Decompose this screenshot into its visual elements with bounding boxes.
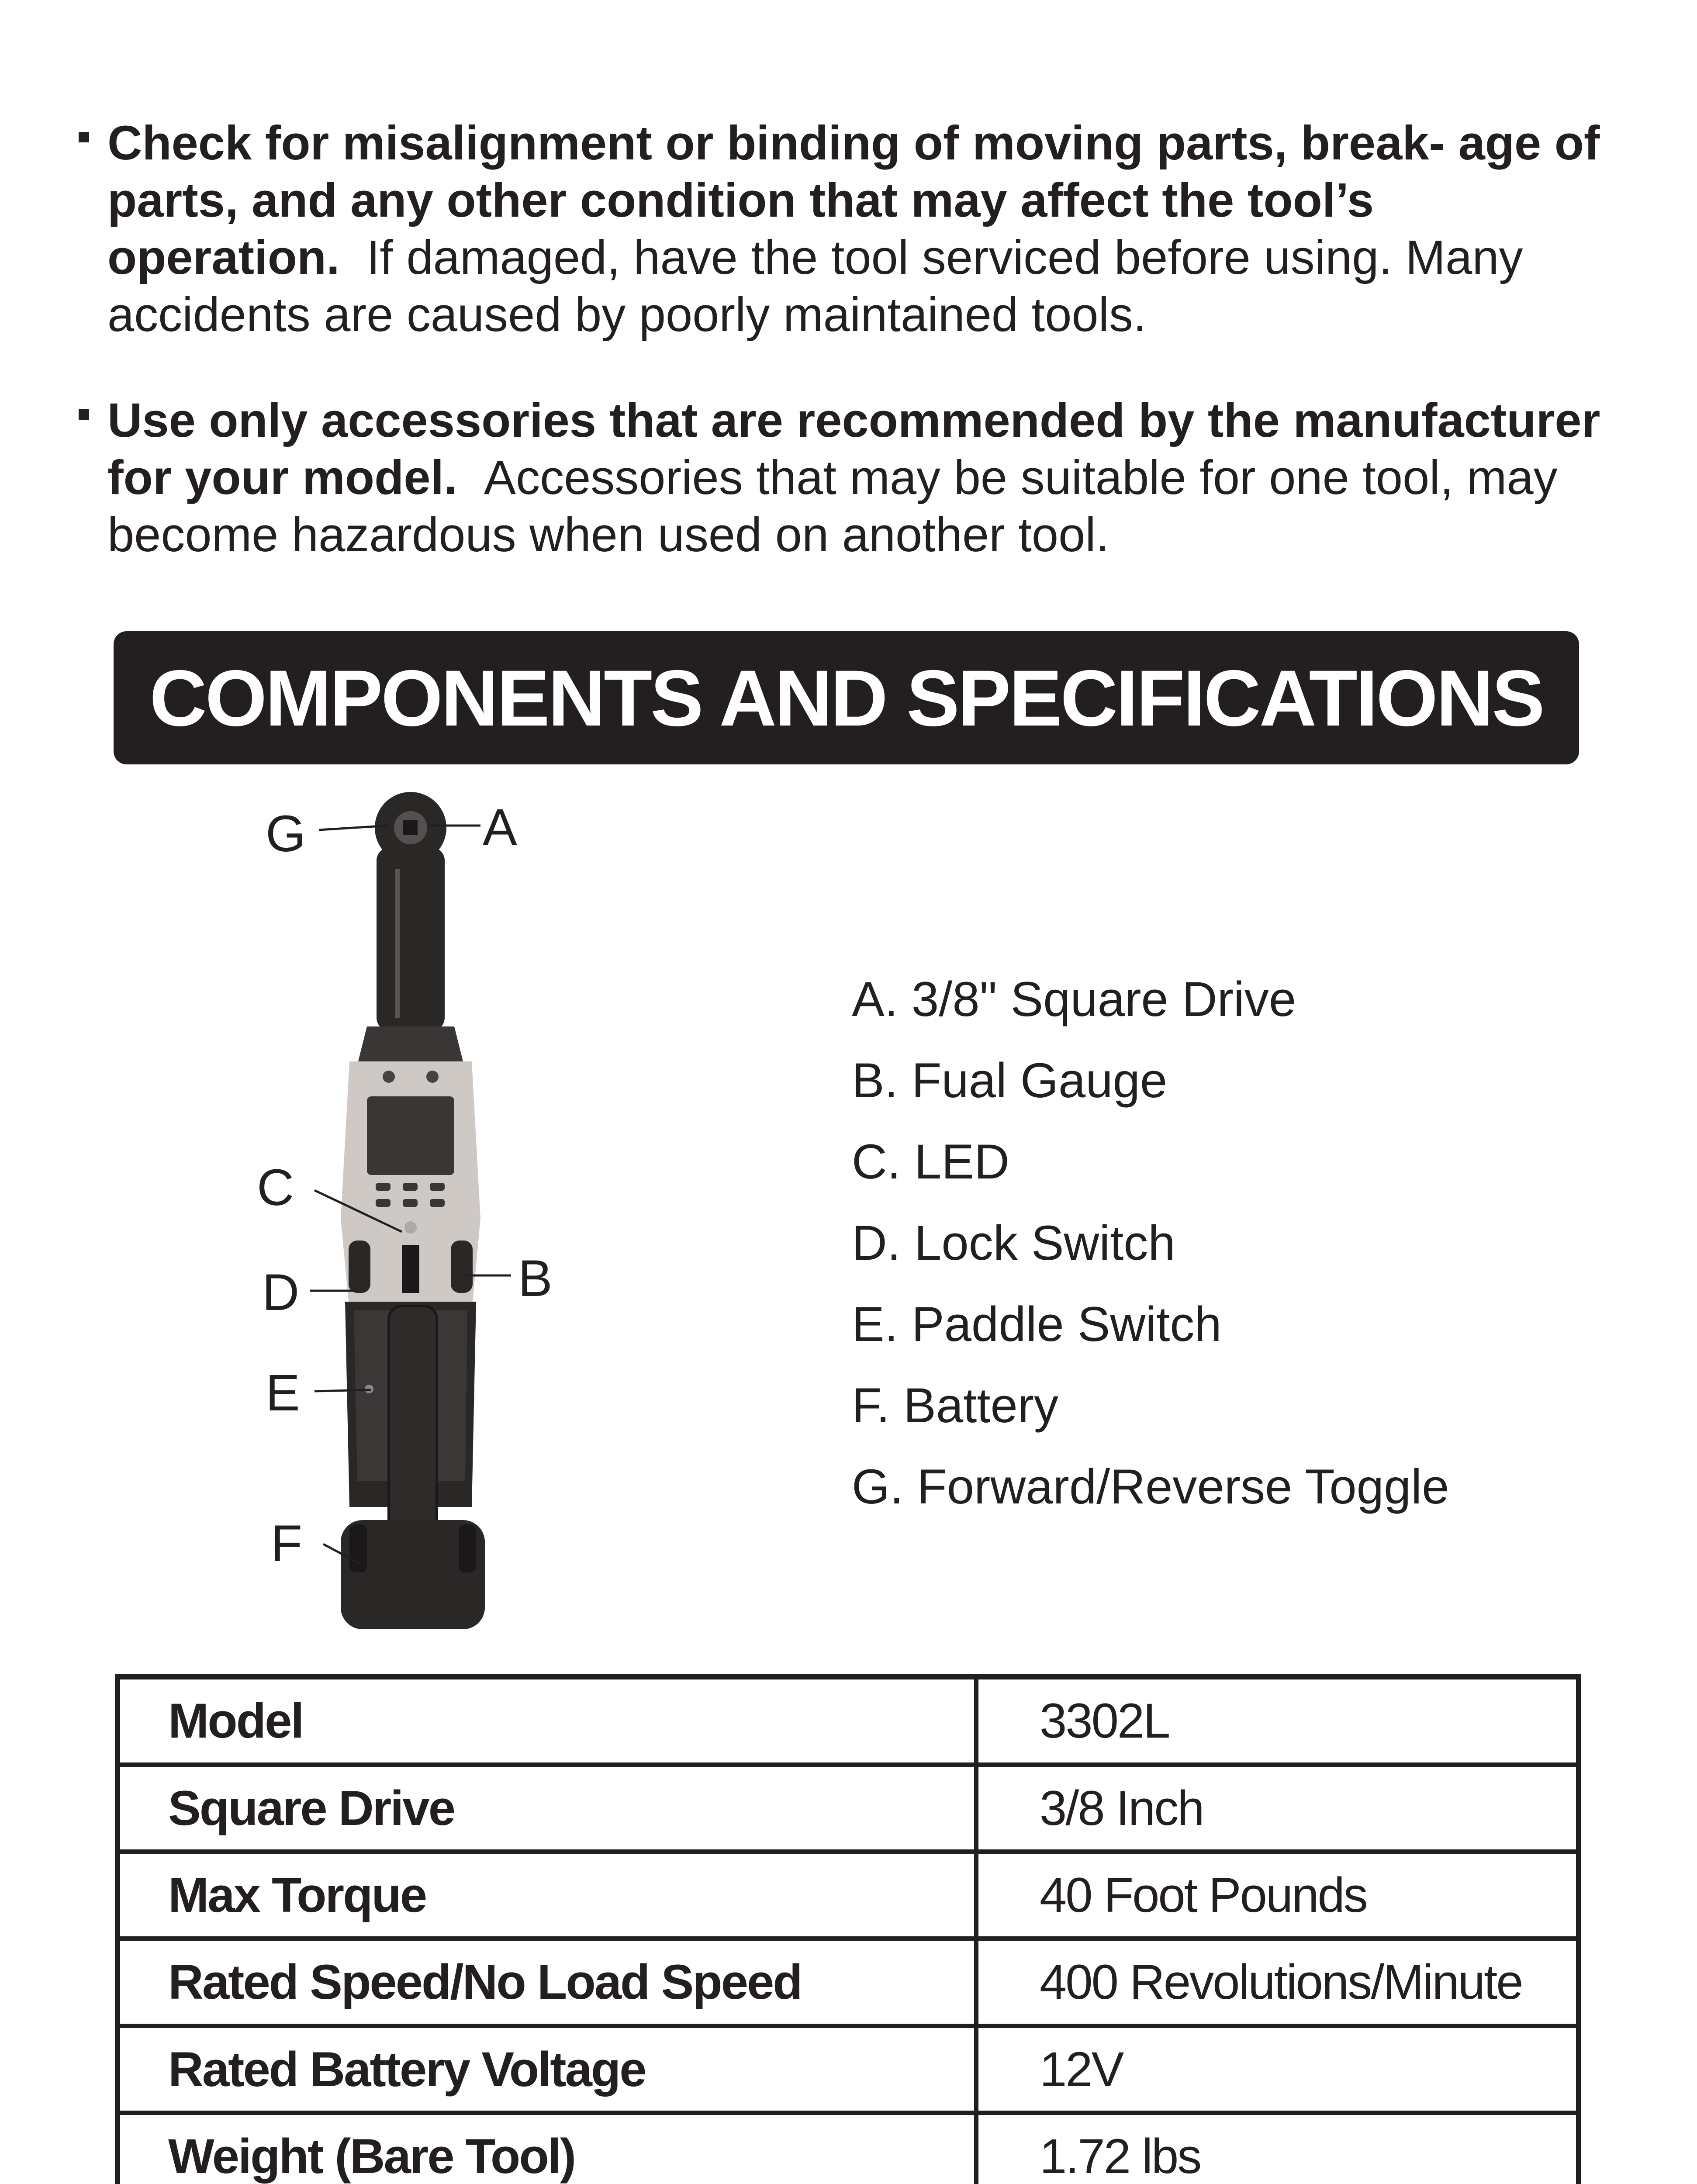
warning-text xyxy=(107,392,1603,563)
callout-c: C xyxy=(257,1159,294,1216)
bullet-icon xyxy=(79,409,89,420)
spec-value: 3/8 Inch xyxy=(976,1765,1579,1852)
warning-text xyxy=(107,114,1603,343)
warning-bold-text: Use only accessories that are recommended by the manufacturer for your model. xyxy=(107,394,1600,505)
specifications-table xyxy=(115,1674,1581,2184)
warning-accessories xyxy=(79,392,1603,563)
spec-value: 12V xyxy=(976,2026,1579,2113)
callout-f: F xyxy=(271,1515,303,1572)
callout-d: D xyxy=(262,1264,300,1321)
list-item: A. 3/8" Square Drive xyxy=(852,972,1296,1026)
spec-label: Rated Speed/No Load Speed xyxy=(118,1939,976,2025)
list-item: E. Paddle Switch xyxy=(852,1297,1222,1351)
spec-value: 1.72 lbs xyxy=(976,2113,1579,2184)
table-row xyxy=(118,2113,1579,2184)
warning-bold-text: Check for misalignment or binding of moving parts, break- age of parts, and any other condition that may affect the tool’s operation. xyxy=(107,116,1600,284)
ratchet-diagram xyxy=(245,782,594,1634)
spec-value: 400 Revolutions/Minute xyxy=(976,1939,1579,2025)
callout-a: A xyxy=(483,798,517,856)
list-item: F. Battery xyxy=(852,1378,1059,1433)
warning-misalignment xyxy=(79,114,1603,343)
spec-label: Rated Battery Voltage xyxy=(118,2026,976,2113)
list-item: G. Forward/Reverse Toggle xyxy=(852,1459,1449,1514)
table-row xyxy=(118,2026,1579,2113)
callout-b: B xyxy=(518,1250,553,1307)
callout-g: G xyxy=(266,805,306,863)
table-row xyxy=(118,1852,1579,1939)
parts-list xyxy=(852,959,1449,1527)
table-row xyxy=(118,1939,1579,2025)
table-row xyxy=(118,1677,1579,1765)
bullet-icon xyxy=(79,132,89,142)
list-item: D. Lock Switch xyxy=(852,1216,1175,1270)
warning-normal-text: If damaged, have the tool serviced before using. Many accidents are caused by poorly maintained tools. xyxy=(107,231,1523,342)
ratchet-wrench-illustration xyxy=(245,782,594,1634)
callout-e: E xyxy=(266,1364,300,1422)
spec-value: 3302L xyxy=(976,1677,1579,1765)
section-banner xyxy=(114,631,1579,764)
spec-value: 40 Foot Pounds xyxy=(976,1852,1579,1939)
warning-normal-text: Accessories that may be suitable for one tool, may become hazardous when used on another tool. xyxy=(107,451,1558,562)
spec-label: Weight (Bare Tool) xyxy=(118,2113,976,2184)
spec-label: Square Drive xyxy=(118,1765,976,1852)
spec-label: Model xyxy=(118,1677,976,1765)
table-row xyxy=(118,1765,1579,1852)
section-title: COMPONENTS AND SPECIFICATIONS xyxy=(149,653,1543,743)
list-item: B. Fual Gauge xyxy=(852,1053,1168,1108)
list-item: C. LED xyxy=(852,1134,1009,1189)
spec-label: Max Torque xyxy=(118,1852,976,1939)
